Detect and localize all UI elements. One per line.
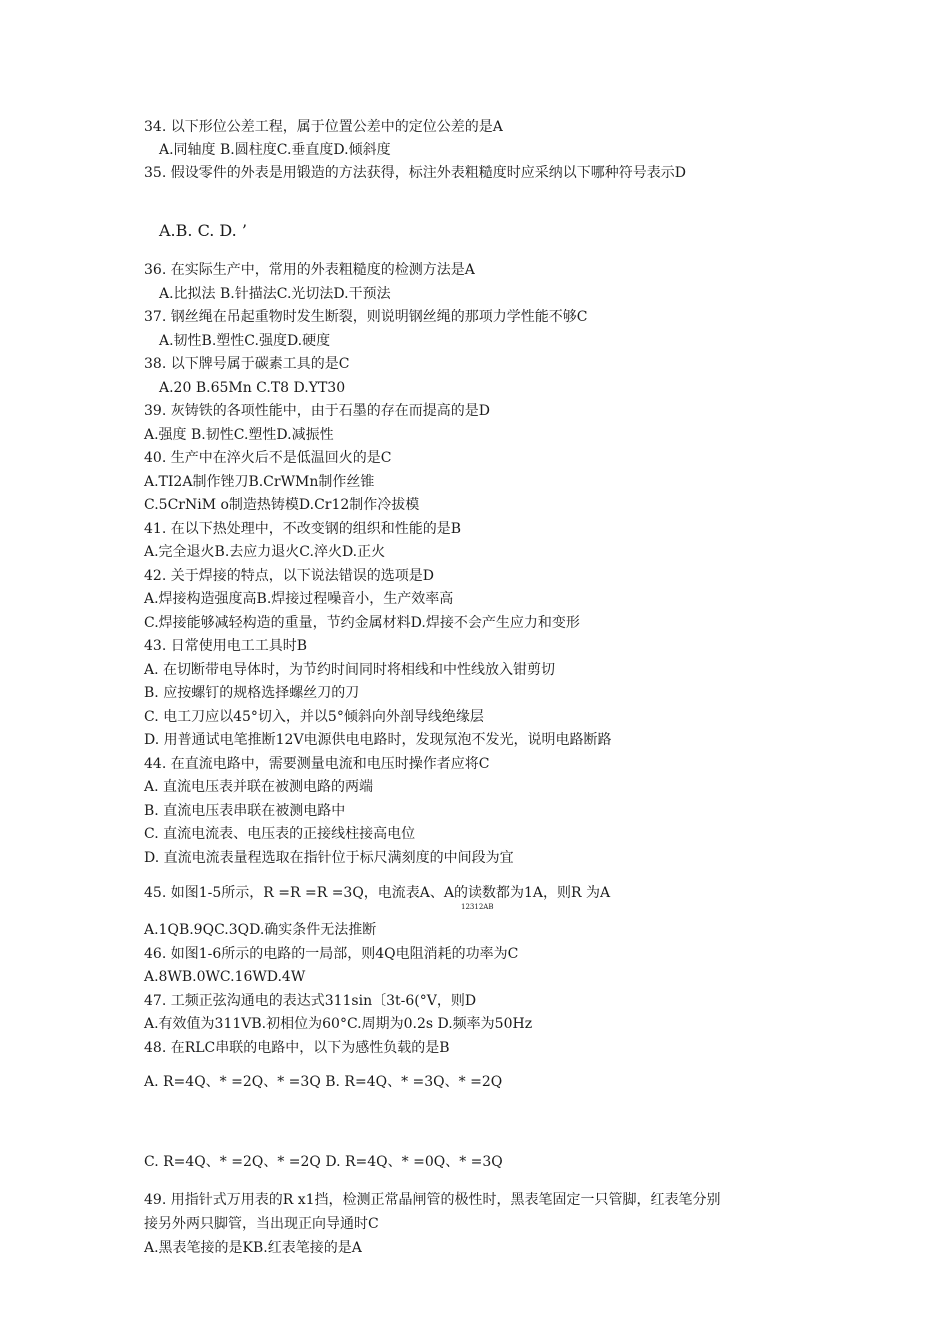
q37-options: A.韧性B.塑性C.强度D.硬度 bbox=[159, 333, 331, 349]
q40-stem: 40. 生产中在淬火后不是低温回火的是C bbox=[144, 450, 392, 466]
q36-options: A.比拟法 B.针描法C.光切法D.干预法 bbox=[159, 286, 391, 302]
q38-options: A.20 B.65Mn C.T8 D.YT30 bbox=[159, 380, 346, 396]
q41-options: A.完全退火B.去应力退火C.淬火D.正火 bbox=[144, 544, 386, 560]
q46-stem: 46. 如图1-6所示的电路的一局部，则4Q电阻消耗的功率为C bbox=[144, 946, 519, 962]
q44-option-b: B. 直流电压表串联在被测电路中 bbox=[144, 803, 346, 819]
q44-stem: 44. 在直流电路中，需要测量电流和电压时操作者应将C bbox=[144, 756, 490, 772]
q43-option-a: A. 在切断带电导体时，为节约时间同时将相线和中性线放入钳剪切 bbox=[144, 662, 556, 678]
q48-stem: 48. 在RLC串联的电路中，以下为感性负载的是B bbox=[144, 1040, 450, 1056]
q48-options-ab: A. R=4Q、* =2Q、* =3Q B. R=4Q、* =3Q、* =2Q bbox=[144, 1074, 503, 1090]
q45-stem: 45. 如图1-5所示，R =R =R =3Q，电流表A、A的读数都为1A，则R 为A bbox=[144, 885, 611, 901]
q39-stem: 39. 灰铸铁的各项性能中，由于石墨的存在而提高的是D bbox=[144, 403, 490, 419]
q44-option-d: D. 直流电流表量程选取在指针位于标尺满刻度的中间段为宜 bbox=[144, 850, 514, 866]
q47-options: A.有效值为311VB.初相位为60°C.周期为0.2s D.频率为50Hz bbox=[144, 1016, 533, 1032]
q49-stem-line2: 接另外两只脚管，当出现正向导通时C bbox=[144, 1216, 379, 1232]
q45-options: A.1QB.9QC.3QD.确实条件无法推断 bbox=[144, 922, 377, 938]
q35-stem: 35. 假设零件的外表是用锻造的方法获得，标注外表粗糙度时应采纳以下哪种符号表示D bbox=[144, 165, 686, 181]
q44-option-a: A. 直流电压表并联在被测电路的两端 bbox=[144, 779, 374, 795]
q40-options-ab: A.TI2A制作锉刀B.CrWMn制作丝锥 bbox=[144, 474, 375, 490]
q48-options-cd: C. R=4Q、* =2Q、* =2Q D. R=4Q、* =0Q、* =3Q bbox=[144, 1154, 503, 1170]
q49-options: A.黑表笔接的是KB.红表笔接的是A bbox=[144, 1240, 362, 1256]
q34-options: A.同轴度 B.圆柱度C.垂直度D.倾斜度 bbox=[159, 142, 391, 158]
q43-stem: 43. 日常使用电工工具时B bbox=[144, 638, 308, 654]
q45-subscripts: 12312AB bbox=[461, 903, 494, 911]
q34-stem: 34. 以下形位公差工程，属于位置公差中的定位公差的是A bbox=[144, 119, 503, 135]
q42-options-ab: A.焊接构造强度高B.焊接过程噪音小，生产效率高 bbox=[144, 591, 454, 607]
q39-options: A.强度 B.韧性C.塑性D.减振性 bbox=[144, 427, 334, 443]
q37-stem: 37. 钢丝绳在吊起重物时发生断裂，则说明钢丝绳的那项力学性能不够C bbox=[144, 309, 588, 325]
q40-options-cd: C.5CrNiM o制造热铸模D.Cr12制作冷拔模 bbox=[144, 497, 420, 513]
q35-options: A.B. C. D. ’ bbox=[159, 221, 247, 240]
q47-stem: 47. 工频正弦沟通电的表达式311sin〔3t-6(°V，则D bbox=[144, 993, 477, 1009]
q43-option-d: D. 用普通试电笔推断12V电源供电电路时，发现氖泡不发光，说明电路断路 bbox=[144, 732, 612, 748]
q49-stem-line1: 49. 用指针式万用表的R x1挡，检测正常晶闸管的极性时，黑表笔固定一只管脚，红表笔分别 bbox=[144, 1192, 721, 1208]
q42-stem: 42. 关于焊接的特点，以下说法错误的选项是D bbox=[144, 568, 434, 584]
q43-option-c: C. 电工刀应以45°切入，并以5°倾斜向外剖导线绝缘层 bbox=[144, 709, 484, 725]
q43-option-b: B. 应按螺钉的规格选择螺丝刀的刀 bbox=[144, 685, 360, 701]
q46-options: A.8WB.0WC.16WD.4W bbox=[144, 969, 306, 985]
q41-stem: 41. 在以下热处理中，不改变钢的组织和性能的是B bbox=[144, 521, 462, 537]
q44-option-c: C. 直流电流表、电压表的正接线柱接高电位 bbox=[144, 826, 416, 842]
q42-options-cd: C.焊接能够减轻构造的重量，节约金属材料D.焊接不会产生应力和变形 bbox=[144, 615, 580, 631]
q38-stem: 38. 以下牌号属于碳素工具的是C bbox=[144, 356, 350, 372]
q36-stem: 36. 在实际生产中，常用的外表粗糙度的检测方法是A bbox=[144, 262, 475, 278]
